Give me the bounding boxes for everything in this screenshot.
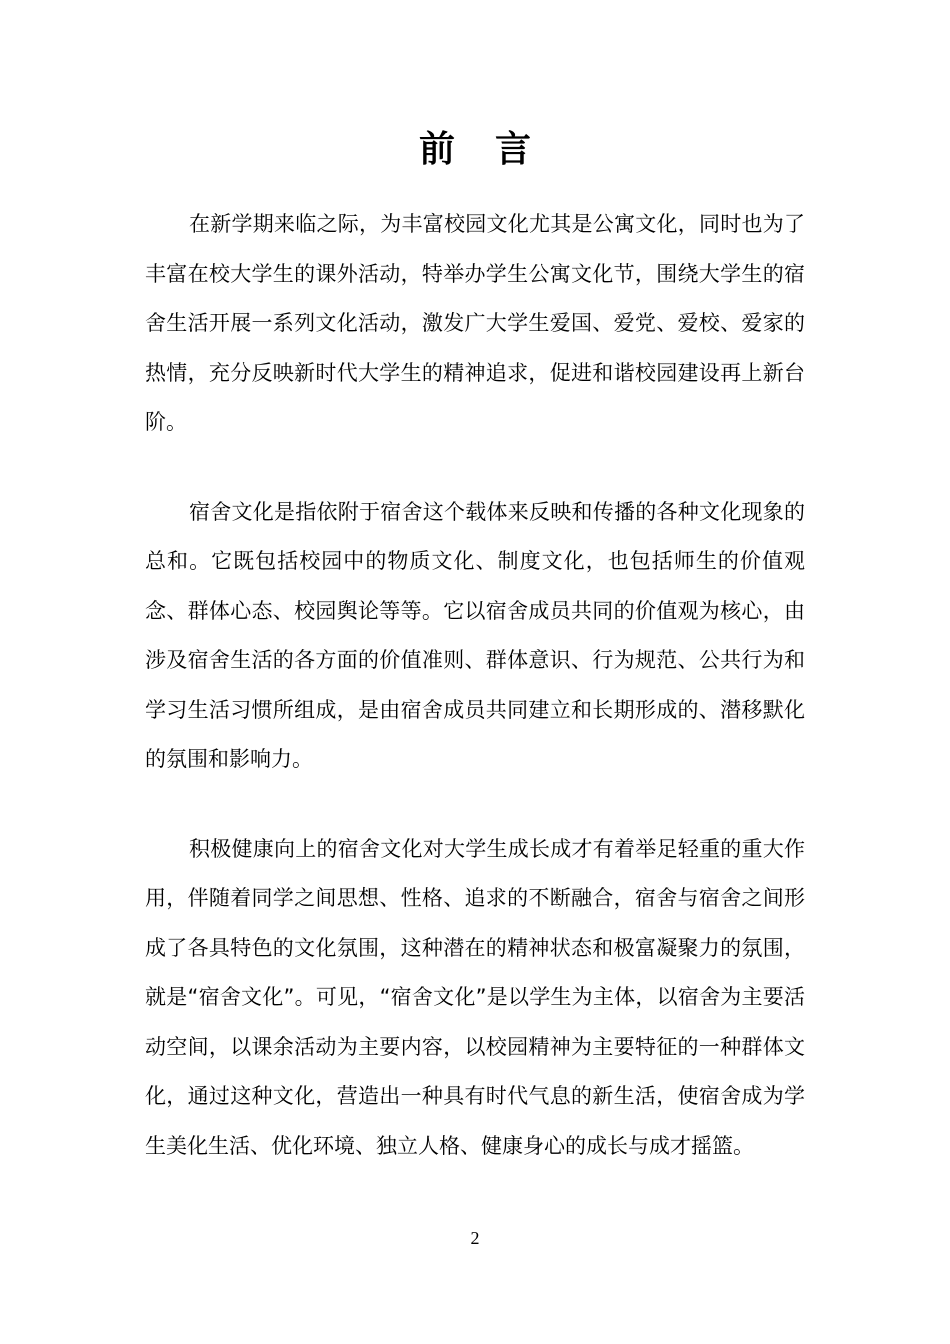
paragraph-3: 积极健康向上的宿舍文化对大学生成长成才有着举足轻重的重大作用，伴随着同学之间思想、性格、追求的不断融合，宿舍与宿舍之间形成了各具特色的文化氛围，这种潜在的精神状态和极富凝聚力的氛围，就是“宿舍文化”。可见，“宿舍文化”是以学生为主体，以宿舍为主要活动空间，以课余活动为主要内容，以校园精神为主要特征的一种群体文化，通过这种文化，营造出一种具有时代气息的新生活，使宿舍成为学生美化生活、优化环境、独立人格、健康身心的成长与成才摇篮。: [145, 836, 805, 1158]
body-text: [145, 200, 805, 1211]
page-number: 2: [470, 1228, 480, 1248]
page-title: 前言: [418, 129, 571, 170]
paragraph-1: 在新学期来临之际，为丰富校园文化尤其是公寓文化，同时也为了丰富在校大学生的课外活动，特举办学生公寓文化节，围绕大学生的宿舍生活开展一系列文化活动，激发广大学生爱国、爱党、爱校、爱家的热情，充分反映新时代大学生的精神追求，促进和谐校园建设再上新台阶。: [145, 212, 805, 434]
paragraph-2: 宿舍文化是指依附于宿舍这个载体来反映和传播的各种文化现象的总和。它既包括校园中的物质文化、制度文化，也包括师生的价值观念、群体心态、校园舆论等等。它以宿舍成员共同的价值观为核心，由涉及宿舍生活的各方面的价值准则、群体意识、行为规范、公共行为和学习生活习惯所组成，是由宿舍成员共同建立和长期形成的、潜移默化的氛围和影响力。: [145, 499, 805, 771]
